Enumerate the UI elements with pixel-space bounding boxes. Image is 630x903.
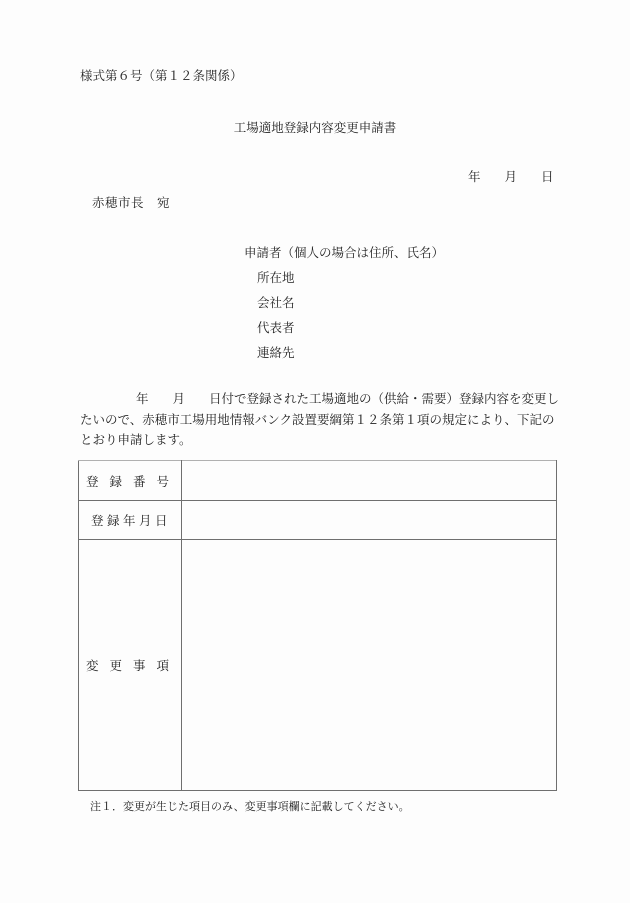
footnote: 注１．変更が生じた項目のみ、変更事項欄に記載してください。 <box>90 800 410 813</box>
registration-date-label: 登録年月日 <box>79 501 182 540</box>
applicant-location-label: 所在地 <box>257 270 295 285</box>
body-year-label: 年 <box>136 391 149 406</box>
date-year-label: 年 <box>468 169 481 184</box>
body-text: 日付で登録された工場適地の（供給・需要）登録内容を変更したいので、赤穂市工場用地情報バンク設置要綱第１２条第１項の規定により、下記のとおり申請します。 <box>80 391 560 447</box>
form-number: 様式第６号（第１２条関係） <box>80 68 243 83</box>
applicant-representative-label: 代表者 <box>257 320 295 335</box>
date-day-label: 日 <box>541 169 554 184</box>
document-title: 工場適地登録内容変更申請書 <box>233 120 397 135</box>
changes-field[interactable] <box>182 540 557 791</box>
request-body-text <box>80 389 560 451</box>
registration-number-label: 登録番号 <box>79 461 182 501</box>
addressee: 赤穂市長 宛 <box>92 195 171 210</box>
body-month-label: 月 <box>172 391 186 406</box>
table-row-registration-date <box>79 501 557 540</box>
registration-date-field[interactable] <box>182 501 557 540</box>
applicant-company-label: 会社名 <box>257 295 295 310</box>
date-month-label: 月 <box>504 169 518 184</box>
changes-label: 変更事項 <box>79 540 182 791</box>
date-line <box>468 167 554 185</box>
registration-change-table <box>78 460 557 791</box>
applicant-contact-label: 連絡先 <box>257 345 295 360</box>
registration-number-field[interactable] <box>182 461 557 501</box>
table-row-changes <box>79 540 557 791</box>
applicant-header: 申請者（個人の場合は住所、氏名） <box>244 245 445 260</box>
table-row-registration-number <box>79 461 557 501</box>
